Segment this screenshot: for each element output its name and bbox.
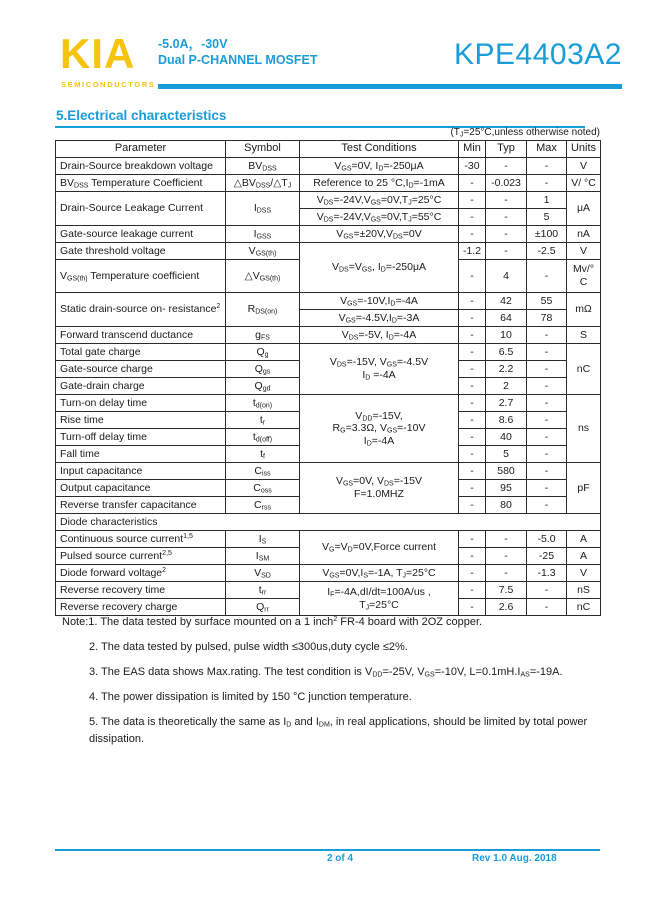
- table-cell: $C_{rss}$: [226, 497, 300, 514]
- table-cell: -: [527, 158, 567, 175]
- table-cell: $V_{DD}=-15V$, $R_G=3.3\Omega$, $V_{GS}=-10V$ $I_D=-4A$: [300, 395, 459, 463]
- table-cell: 6.5: [486, 344, 527, 361]
- table-cell: -: [527, 344, 567, 361]
- table-cell: ns: [567, 395, 601, 463]
- table-cell: -: [459, 480, 486, 497]
- table-cell: $V_{DS}=-24V,V_{GS}=0V,T_J=55^\circ C$: [300, 209, 459, 226]
- table-cell: $C_{iss}$: [226, 463, 300, 480]
- table-cell: -: [459, 531, 486, 548]
- table-cell: 580: [486, 463, 527, 480]
- table-cell: 42: [486, 293, 527, 310]
- table-cell: $t_{d(on)}$: [226, 395, 300, 412]
- table-cell: $V_{GS}=\pm 20V,V_{DS}=0V$: [300, 226, 459, 243]
- table-cell: $V_{GS}=0V$, $V_{DS}=-15V$ F=1.0MHZ: [300, 463, 459, 514]
- table-cell: V: [567, 565, 601, 582]
- device-summary-ratings: -5.0A，-30V: [158, 37, 228, 51]
- table-cell: -: [459, 226, 486, 243]
- table-row: [56, 327, 601, 344]
- table-cell: -: [527, 327, 567, 344]
- table-cell: -0.023: [486, 175, 527, 192]
- notes-block: [62, 614, 622, 756]
- section-heading: 5.Electrical characteristics: [56, 108, 227, 123]
- table-cell: -: [459, 412, 486, 429]
- table-cell: -: [459, 463, 486, 480]
- table-cell: $I_{SM}$: [226, 548, 300, 565]
- table-cell: -1.3: [527, 565, 567, 582]
- table-row: [56, 463, 601, 480]
- table-cell: Continuous source current$^{1,5}$: [56, 531, 226, 548]
- table-cell: Gate-drain charge: [56, 378, 226, 395]
- table-cell: -25: [527, 548, 567, 565]
- table-cell: $V_{GS}=0V$, $I_D=-250\mu A$: [300, 158, 459, 175]
- table-cell: -: [459, 310, 486, 327]
- table-cell: nS: [567, 582, 601, 599]
- table-cell: -: [527, 446, 567, 463]
- table-cell: $Q_{gs}$: [226, 361, 300, 378]
- table-cell: -: [459, 344, 486, 361]
- table-cell: -: [486, 243, 527, 260]
- table-cell: Diode characteristics: [56, 514, 601, 531]
- table-cell: A: [567, 531, 601, 548]
- table-cell: -: [486, 192, 527, 209]
- table-cell: -: [459, 378, 486, 395]
- table-cell: $V_{GS}=-4.5V,I_D=-3A$: [300, 310, 459, 327]
- table-cell: Gate threshold voltage: [56, 243, 226, 260]
- table-cell: -: [527, 412, 567, 429]
- table-cell: $V_{GS(th)}$: [226, 243, 300, 260]
- table-cell: -: [527, 463, 567, 480]
- table-cell: $\triangle BV_{DSS}/\triangle T_J$: [226, 175, 300, 192]
- table-row: [56, 395, 601, 412]
- table-row: [56, 514, 601, 531]
- note-line: 5. The data is theoretically the same as $I_D$ and $I_{DM}$, in real applications, should be limited by total power dissipation.: [89, 716, 588, 745]
- table-cell: Pulsed source current$^{2,5}$: [56, 548, 226, 565]
- page-indicator: 2 of 4: [326, 853, 354, 864]
- table-cell: $V_G=V_D=0V,Force$ current: [300, 531, 459, 565]
- note-line: 4. The power dissipation is limited by 150 °C junction temperature.: [89, 691, 412, 703]
- table-cell: -: [527, 378, 567, 395]
- table-cell: Input capacitance: [56, 463, 226, 480]
- table-cell: A: [567, 548, 601, 565]
- footer-divider: [55, 849, 600, 851]
- table-cell: Mv/° C: [567, 260, 601, 293]
- table-cell: V: [567, 243, 601, 260]
- table-cell: -: [486, 565, 527, 582]
- table-cell: -: [486, 209, 527, 226]
- table-row: [56, 293, 601, 310]
- table-header-cell: Symbol: [226, 141, 300, 158]
- table-cell: $I_{GSS}$: [226, 226, 300, 243]
- table-cell: $\triangle V_{GS(th)}$: [226, 260, 300, 293]
- table-cell: Output capacitance: [56, 480, 226, 497]
- table-cell: $V_{DS}=-24V,V_{GS}=0V,T_J=25^\circ C$: [300, 192, 459, 209]
- table-cell: -: [527, 260, 567, 293]
- table-cell: 1: [527, 192, 567, 209]
- table-cell: Gate-source charge: [56, 361, 226, 378]
- table-cell: $V_{DS}=-5V$, $I_D=-4A$: [300, 327, 459, 344]
- table-cell: Reverse transfer capacitance: [56, 497, 226, 514]
- table-cell: -: [459, 361, 486, 378]
- table-cell: $I_F=-4A,dI/dt=100A/us$ , $T_J=25^\circ C$: [300, 582, 459, 616]
- spec-table-body: [56, 158, 601, 616]
- table-cell: Turn-off delay time: [56, 429, 226, 446]
- table-cell: S: [567, 327, 601, 344]
- table-cell: pF: [567, 463, 601, 514]
- table-cell: $t_{d(off)}$: [226, 429, 300, 446]
- table-cell: $Q_{gd}$: [226, 378, 300, 395]
- table-cell: Reverse recovery charge: [56, 599, 226, 616]
- revision-label: Rev 1.0 Aug. 2018: [472, 853, 557, 864]
- table-cell: -: [527, 175, 567, 192]
- table-cell: $V_{GS}=0V,I_S=-1A$, $T_J=25^\circ C$: [300, 565, 459, 582]
- table-cell: -: [459, 582, 486, 599]
- table-cell: nC: [567, 344, 601, 395]
- test-condition-note: ($T_J=25^\circ C,unless$ otherwise noted): [450, 127, 600, 139]
- table-row: [56, 582, 601, 599]
- table-cell: -: [459, 175, 486, 192]
- table-cell: Rise time: [56, 412, 226, 429]
- table-cell: -: [527, 361, 567, 378]
- table-header-cell: Min: [459, 141, 486, 158]
- table-cell: $I_S$: [226, 531, 300, 548]
- table-cell: 10: [486, 327, 527, 344]
- table-cell: Diode forward voltage$^2$: [56, 565, 226, 582]
- table-cell: mΩ: [567, 293, 601, 327]
- device-summary: [158, 37, 318, 68]
- table-cell: -: [459, 395, 486, 412]
- table-cell: V/ °C: [567, 175, 601, 192]
- header-divider: [158, 84, 622, 89]
- table-header-cell: Max: [527, 141, 567, 158]
- table-cell: -: [527, 599, 567, 616]
- table-cell: 5: [527, 209, 567, 226]
- table-cell: -: [527, 497, 567, 514]
- table-cell: -: [459, 192, 486, 209]
- table-header-cell: Units: [567, 141, 601, 158]
- table-row: [56, 344, 601, 361]
- spec-table: [55, 140, 601, 616]
- table-cell: $g_{FS}$: [226, 327, 300, 344]
- table-cell: Reference to 25 $^\circ C,I_D=-1mA$: [300, 175, 459, 192]
- table-row: [56, 175, 601, 192]
- table-cell: -: [459, 260, 486, 293]
- table-cell: -: [459, 293, 486, 310]
- table-cell: 55: [527, 293, 567, 310]
- table-cell: $I_{DSS}$: [226, 192, 300, 226]
- table-cell: Reverse recovery time: [56, 582, 226, 599]
- table-cell: -: [459, 548, 486, 565]
- table-cell: nC: [567, 599, 601, 616]
- table-cell: 64: [486, 310, 527, 327]
- table-cell: $V_{GS}=-10V,I_D=-4A$: [300, 293, 459, 310]
- table-row: [56, 158, 601, 175]
- table-cell: 2.6: [486, 599, 527, 616]
- table-cell: $V_{GS(th)}$ Temperature coefficient: [56, 260, 226, 293]
- table-cell: $t_{rr}$: [226, 582, 300, 599]
- table-cell: 4: [486, 260, 527, 293]
- table-cell: $V_{DS}=-15V$, $V_{GS}=-4.5V$ $I_D =-4A$: [300, 344, 459, 395]
- table-cell: 2.2: [486, 361, 527, 378]
- table-cell: 95: [486, 480, 527, 497]
- table-cell: -: [527, 480, 567, 497]
- note-line: Note:1. The data tested by surface mounted on a 1 inch$^2$ FR-4 board with 2OZ copper.: [62, 616, 483, 628]
- table-cell: -5.0: [527, 531, 567, 548]
- table-cell: 78: [527, 310, 567, 327]
- table-cell: Fall time: [56, 446, 226, 463]
- table-cell: Drain-Source Leakage Current: [56, 192, 226, 226]
- table-cell: -30: [459, 158, 486, 175]
- table-cell: -: [459, 429, 486, 446]
- table-row: [56, 531, 601, 548]
- table-cell: μA: [567, 192, 601, 226]
- table-row: [56, 192, 601, 209]
- table-cell: -: [527, 395, 567, 412]
- table-cell: -2.5: [527, 243, 567, 260]
- table-header-row: [56, 141, 601, 158]
- table-cell: $t_f$: [226, 446, 300, 463]
- table-cell: $t_r$: [226, 412, 300, 429]
- brand-logo-subtext: SEMICONDUCTORS: [61, 80, 156, 89]
- part-number-title: KPE4403A2: [454, 38, 622, 71]
- table-header-cell: Test Conditions: [300, 141, 459, 158]
- table-cell: -: [527, 582, 567, 599]
- table-header-cell: Parameter: [56, 141, 226, 158]
- table-cell: 7.5: [486, 582, 527, 599]
- table-row: [56, 226, 601, 243]
- table-cell: -1.2: [459, 243, 486, 260]
- device-summary-type: Dual P-CHANNEL MOSFET: [158, 52, 318, 67]
- table-cell: nA: [567, 226, 601, 243]
- table-cell: $BV_{DSS}$: [226, 158, 300, 175]
- table-cell: Forward transcend ductance: [56, 327, 226, 344]
- table-cell: $V_{DS}=V_{GS}$, $I_D=-250\mu A$: [300, 243, 459, 293]
- table-cell: Total gate charge: [56, 344, 226, 361]
- table-cell: -: [459, 565, 486, 582]
- table-cell: -: [459, 599, 486, 616]
- table-row: [56, 243, 601, 260]
- table-cell: Turn-on delay time: [56, 395, 226, 412]
- brand-logo: KIA: [60, 30, 136, 77]
- table-cell: $V_{SD}$: [226, 565, 300, 582]
- table-header-cell: Typ: [486, 141, 527, 158]
- table-cell: 8.6: [486, 412, 527, 429]
- note-line: 3. The EAS data shows Max.rating. The test condition is $V_{DD}=-25V$, $V_{GS}=-10V$, $L=0.1mH.I_{AS}=-19A$.: [89, 666, 563, 679]
- table-cell: 5: [486, 446, 527, 463]
- table-cell: -: [486, 226, 527, 243]
- table-cell: -: [459, 446, 486, 463]
- table-cell: $Q_g$: [226, 344, 300, 361]
- table-row: [56, 565, 601, 582]
- table-cell: 2: [486, 378, 527, 395]
- table-cell: -: [527, 429, 567, 446]
- table-cell: -: [486, 548, 527, 565]
- table-cell: -: [486, 158, 527, 175]
- table-cell: $Q_{rr}$: [226, 599, 300, 616]
- table-cell: 2.7: [486, 395, 527, 412]
- table-cell: -: [459, 327, 486, 344]
- table-cell: 80: [486, 497, 527, 514]
- note-line: 2. The data tested by pulsed, pulse width ≤300us,duty cycle ≤2%.: [89, 641, 408, 653]
- table-cell: $BV_{DSS}$ Temperature Coefficient: [56, 175, 226, 192]
- table-cell: -: [459, 209, 486, 226]
- table-cell: Static drain-source on- resistance$^2$: [56, 293, 226, 327]
- spec-table-head: [56, 141, 601, 158]
- table-cell: $C_{oss}$: [226, 480, 300, 497]
- table-cell: Gate-source leakage current: [56, 226, 226, 243]
- table-cell: Drain-Source breakdown voltage: [56, 158, 226, 175]
- table-cell: V: [567, 158, 601, 175]
- table-cell: ±100: [527, 226, 567, 243]
- table-cell: 40: [486, 429, 527, 446]
- table-cell: -: [459, 497, 486, 514]
- table-cell: $R_{DS(on)}$: [226, 293, 300, 327]
- table-cell: -: [486, 531, 527, 548]
